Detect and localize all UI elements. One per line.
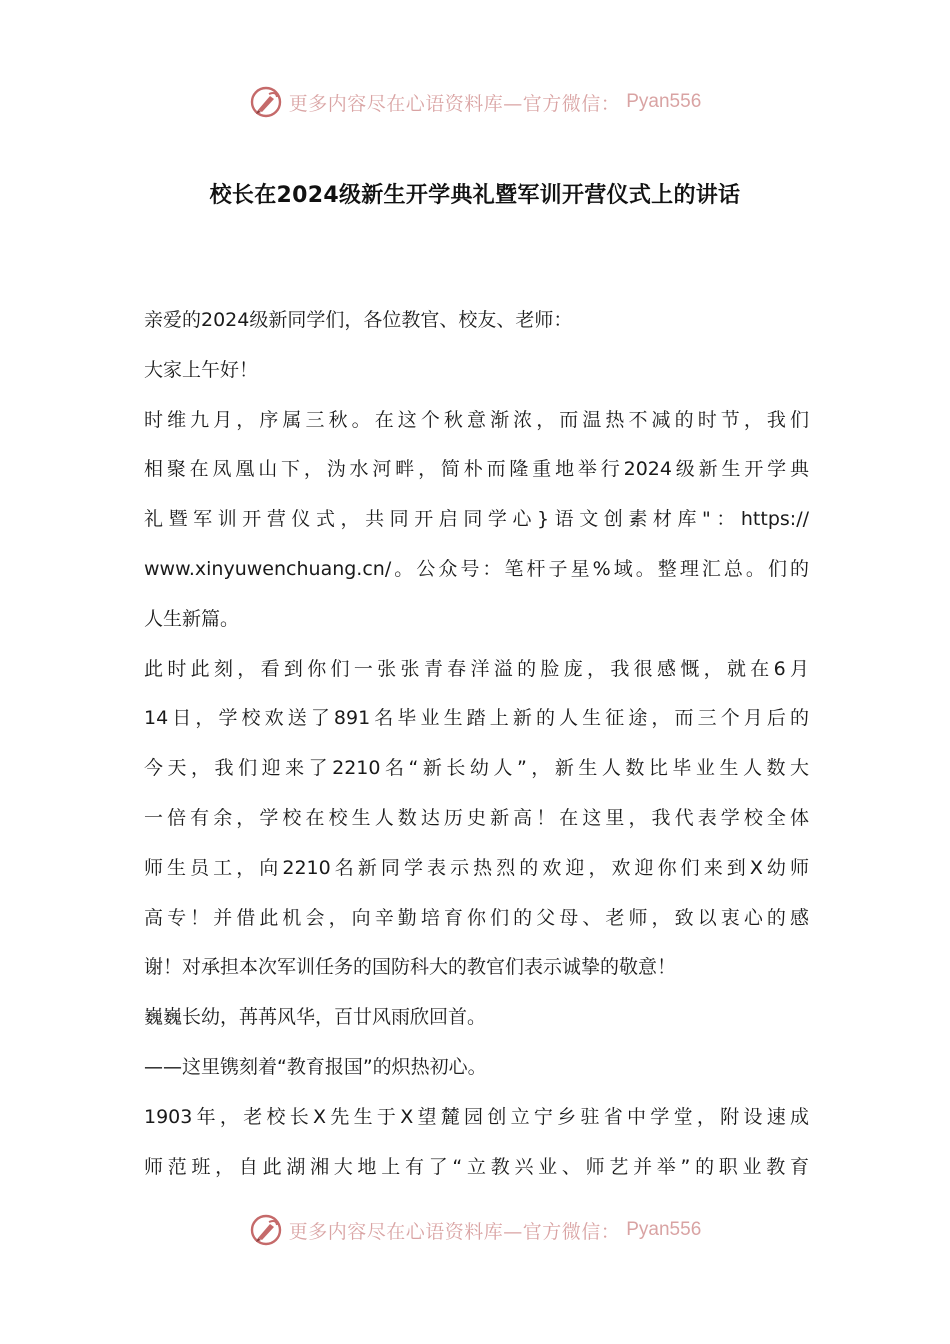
text-line: 人生新篇。 <box>144 607 240 630</box>
text-line: 相聚在凤凰山下，沩水河畔，简朴而隆重地举行2024级新生开学典 <box>144 458 809 481</box>
text-line: 师生员工，向2210名新同学表示热烈的欢迎，欢迎你们来到X幼师 <box>144 856 809 879</box>
text-line: 大家上午好！ <box>144 358 259 381</box>
pen-logo-icon <box>249 1213 283 1247</box>
text-line: 此时此刻，看到你们一张张青春洋溢的脸庞，我很感慨，就在6月 <box>144 657 809 680</box>
document-body <box>144 298 809 1194</box>
banner-text: 更多内容尽在心语资料库—官方微信： <box>288 92 621 115</box>
text-line: 谢！对承担本次军训任务的国防科大的教官们表示诚挚的敬意！ <box>144 956 677 979</box>
text-line: 14日，学校欢送了891名毕业生踏上新的人生征途，而三个月后的 <box>144 707 809 730</box>
text-line: 一倍有余，学校在校生人数达历史新高！在这里，我代表学校全体 <box>144 806 809 829</box>
text-line: 今天，我们迎来了2210名“新长幼人”，新生人数比毕业生人数大 <box>144 757 809 780</box>
banner-text: 更多内容尽在心语资料库—官方微信： <box>288 1220 621 1243</box>
wechat-id: Pyan556 <box>626 91 702 112</box>
text-line: 礼暨军训开营仪式，共同开启同学心}语文创素材库"：https:// <box>144 508 809 531</box>
text-line: 高专！并借此机会，向辛勤培育你们的父母、老师，致以衷心的感 <box>144 906 809 929</box>
document-title: 校长在2024级新生开学典礼暨军训开营仪式上的讲话 <box>209 183 741 208</box>
footer-banner <box>0 1208 950 1252</box>
text-line: 时维九月，序属三秋。在这个秋意渐浓，而温热不减的时节，我们 <box>144 408 809 431</box>
pen-logo-icon <box>249 85 283 119</box>
text-line: 1903年，老校长X先生于X望麓园创立宁乡驻省中学堂，附设速成 <box>144 1105 809 1128</box>
text-line: www.xinyuwenchuang.cn/。公众号：笔杆子星%域。整理汇总。们的 <box>144 557 809 580</box>
text-line: 亲爱的2024级新同学们，各位教官、校友、老师： <box>144 309 573 331</box>
text-line: 师范班，自此湖湘大地上有了“立教兴业、师艺并举”的职业教育 <box>144 1155 809 1178</box>
text-line: ——这里镌刻着“教育报国”的炽热初心。 <box>144 1055 487 1078</box>
wechat-id: Pyan556 <box>626 1219 702 1240</box>
text-line: 巍巍长幼，苒苒风华，百廿风雨欣回首。 <box>144 1006 487 1029</box>
header-banner <box>0 80 950 124</box>
